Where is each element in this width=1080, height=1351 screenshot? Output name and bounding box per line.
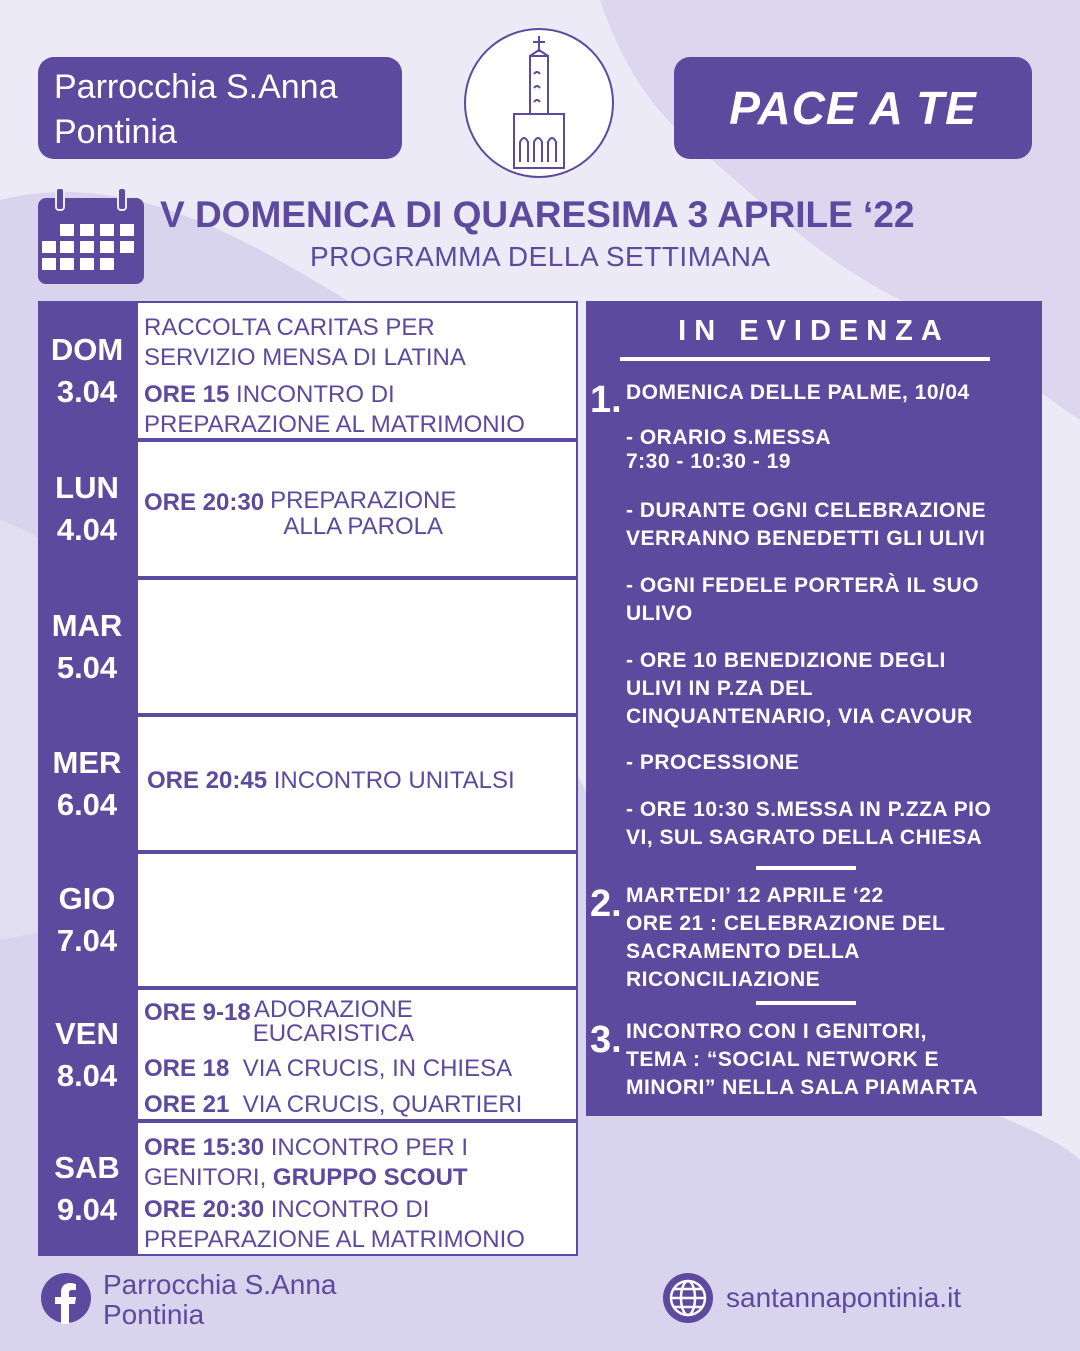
schedule-row-mar — [38, 578, 578, 715]
event-line — [144, 1054, 576, 1084]
highlight-line: - ORE 10 BENEDIZIONE DEGLI — [626, 649, 946, 672]
highlight-line: - PROCESSIONE — [626, 751, 800, 774]
event-line — [144, 998, 576, 1046]
event-line — [144, 1163, 576, 1193]
event-text: GENITORI, — [144, 1164, 273, 1191]
day-name: SAB — [54, 1149, 120, 1185]
event-text-line: PREPARAZIONE — [270, 487, 457, 514]
highlight-line: TEMA : “SOCIAL NETWORK E — [626, 1048, 939, 1071]
day-label — [38, 440, 136, 578]
event-text: PREPARAZIONE AL MATRIMONIO — [144, 1226, 525, 1253]
motto-text: PACE A TE — [729, 82, 977, 134]
day-events — [136, 578, 578, 715]
calendar-icon — [38, 188, 144, 284]
event-line — [144, 380, 576, 410]
day-name: LUN — [55, 470, 119, 505]
highlight-line: ULIVI IN P.ZA DEL — [626, 677, 814, 700]
day-label — [38, 988, 136, 1121]
event-text-line: ADORAZIONE — [254, 996, 413, 1023]
highlight-text — [626, 647, 973, 731]
event-time: ORE 9-18 — [144, 999, 251, 1026]
highlight-number: 2. — [590, 883, 622, 925]
event-text: RACCOLTA CARITAS PER — [144, 314, 435, 341]
highlights-panel — [586, 301, 1042, 1116]
highlight-line: VI, SUL SAGRATO DELLA CHIESA — [626, 826, 983, 849]
day-label — [38, 1121, 136, 1256]
event-text: VIA CRUCIS, IN CHIESA — [229, 1055, 513, 1082]
day-name: GIO — [58, 881, 116, 916]
event-text: INCONTRO PER I — [264, 1134, 469, 1161]
page-subtitle: PROGRAMMA DELLA SETTIMANA — [310, 241, 771, 272]
highlight-line: - ORARIO S.MESSA — [626, 426, 832, 449]
page-title: V DOMENICA DI QUARESIMA 3 APRILE ‘22 — [160, 194, 915, 235]
event-text: PREPARAZIONE AL MATRIMONIO — [144, 411, 525, 438]
event-time: ORE 18 — [144, 1055, 230, 1082]
schedule-row-ven — [38, 988, 578, 1121]
highlight-line: SACRAMENTO DELLA — [626, 940, 860, 963]
highlight-text — [626, 1018, 978, 1102]
highlights-title: IN EVIDENZA — [678, 315, 950, 347]
event-text — [253, 998, 414, 1046]
highlight-text — [626, 796, 991, 852]
day-name: MAR — [51, 607, 123, 643]
day-label — [38, 715, 136, 852]
event-time: ORE 15 — [144, 381, 230, 408]
event-time: ORE 21 — [144, 1091, 230, 1118]
event-line — [147, 766, 576, 796]
event-time: ORE 20:30 — [144, 1196, 265, 1223]
facebook-page-link[interactable] — [103, 1270, 336, 1330]
day-date: 4.04 — [56, 512, 118, 547]
day-date: 5.04 — [56, 649, 118, 685]
parish-name-line1: Parrocchia S.Anna — [54, 68, 338, 106]
day-date: 3.04 — [56, 373, 118, 409]
church-tower-icon — [466, 30, 612, 176]
highlight-line: MARTEDI’ 12 APRILE ‘22 — [626, 884, 884, 907]
highlight-line: - DURANTE OGNI CELEBRAZIONE — [626, 499, 986, 522]
highlight-line: MINORI” NELLA SALA PIAMARTA — [626, 1076, 979, 1099]
event-text: VIA CRUCIS, QUARTIERI — [229, 1091, 523, 1118]
day-label — [38, 578, 136, 715]
day-name: DOM — [50, 331, 124, 367]
day-events — [136, 1121, 578, 1256]
facebook-page-line1: Parrocchia S.Anna — [103, 1269, 337, 1300]
event-text: INCONTRO DI — [264, 1196, 430, 1223]
parish-name-line2: Pontinia — [54, 113, 177, 151]
schedule-row-sab — [38, 1121, 578, 1256]
day-events — [136, 988, 578, 1121]
schedule-row-dom — [38, 301, 578, 440]
event-text: INCONTRO UNITALSI — [267, 767, 515, 794]
day-date: 9.04 — [56, 1191, 118, 1227]
event-text-line: EUCARISTICA — [252, 1020, 415, 1047]
highlight-line: CINQUANTENARIO, VIA CAVOUR — [626, 705, 973, 728]
event-time: ORE 15:30 — [144, 1134, 265, 1161]
motto-box — [674, 57, 1032, 159]
highlight-text — [626, 749, 799, 777]
highlight-line: - OGNI FEDELE PORTERÀ IL SUO — [626, 574, 980, 597]
event-line — [144, 1133, 576, 1163]
day-events — [136, 440, 578, 578]
highlight-line: 7:30 - 10:30 - 19 — [626, 450, 791, 473]
day-events — [136, 852, 578, 988]
parish-name-box — [38, 57, 402, 159]
event-time: ORE 20:30 — [144, 489, 265, 516]
event-text-line: ALLA PAROLA — [283, 513, 444, 540]
schedule-row-mer — [38, 715, 578, 852]
globe-icon — [662, 1272, 714, 1324]
highlight-text — [626, 882, 945, 994]
schedule-row-lun — [38, 440, 578, 578]
event-text: INCONTRO DI — [229, 381, 395, 408]
day-label — [38, 301, 136, 440]
highlight-line: RICONCILIAZIONE — [626, 968, 821, 991]
event-line — [144, 1195, 576, 1225]
event-time: ORE 20:45 — [147, 767, 268, 794]
day-name: VEN — [55, 1015, 119, 1051]
highlight-separator — [756, 1001, 856, 1005]
day-events — [136, 301, 578, 440]
day-date: 8.04 — [56, 1057, 118, 1093]
website-link[interactable]: santannapontinia.it — [726, 1282, 962, 1313]
day-label — [38, 852, 136, 988]
event-highlight: GRUPPO SCOUT — [272, 1164, 468, 1191]
highlight-line: INCONTRO CON I GENITORI, — [626, 1020, 927, 1043]
event-line — [144, 488, 576, 540]
event-line — [144, 1090, 576, 1120]
highlight-line: ORE 21 : CELEBRAZIONE DEL — [626, 912, 946, 935]
day-events — [136, 715, 578, 852]
highlight-line: ULIVO — [626, 602, 693, 625]
highlight-text — [626, 572, 979, 628]
highlight-number: 1. — [590, 379, 622, 421]
event-text: SERVIZIO MENSA DI LATINA — [144, 344, 466, 371]
facebook-icon[interactable] — [40, 1272, 92, 1324]
event-text — [270, 488, 456, 540]
highlight-number: 3. — [590, 1019, 622, 1061]
schedule-row-gio — [38, 852, 578, 988]
highlight-line: VERRANNO BENEDETTI GLI ULIVI — [626, 527, 986, 550]
highlights-divider — [620, 357, 990, 361]
day-date: 6.04 — [56, 786, 118, 822]
church-tower-logo — [464, 28, 614, 178]
facebook-page-line2: Pontinia — [103, 1299, 205, 1330]
highlight-text — [626, 497, 986, 553]
weekly-schedule — [38, 301, 578, 1256]
day-date: 7.04 — [56, 923, 118, 958]
highlight-text — [626, 426, 831, 474]
highlight-heading: DOMENICA DELLE PALME, 10/04 — [626, 381, 970, 404]
highlight-line: - ORE 10:30 S.MESSA IN P.ZZA PIO — [626, 798, 992, 821]
day-name: MER — [52, 744, 122, 780]
highlight-separator — [756, 866, 856, 870]
